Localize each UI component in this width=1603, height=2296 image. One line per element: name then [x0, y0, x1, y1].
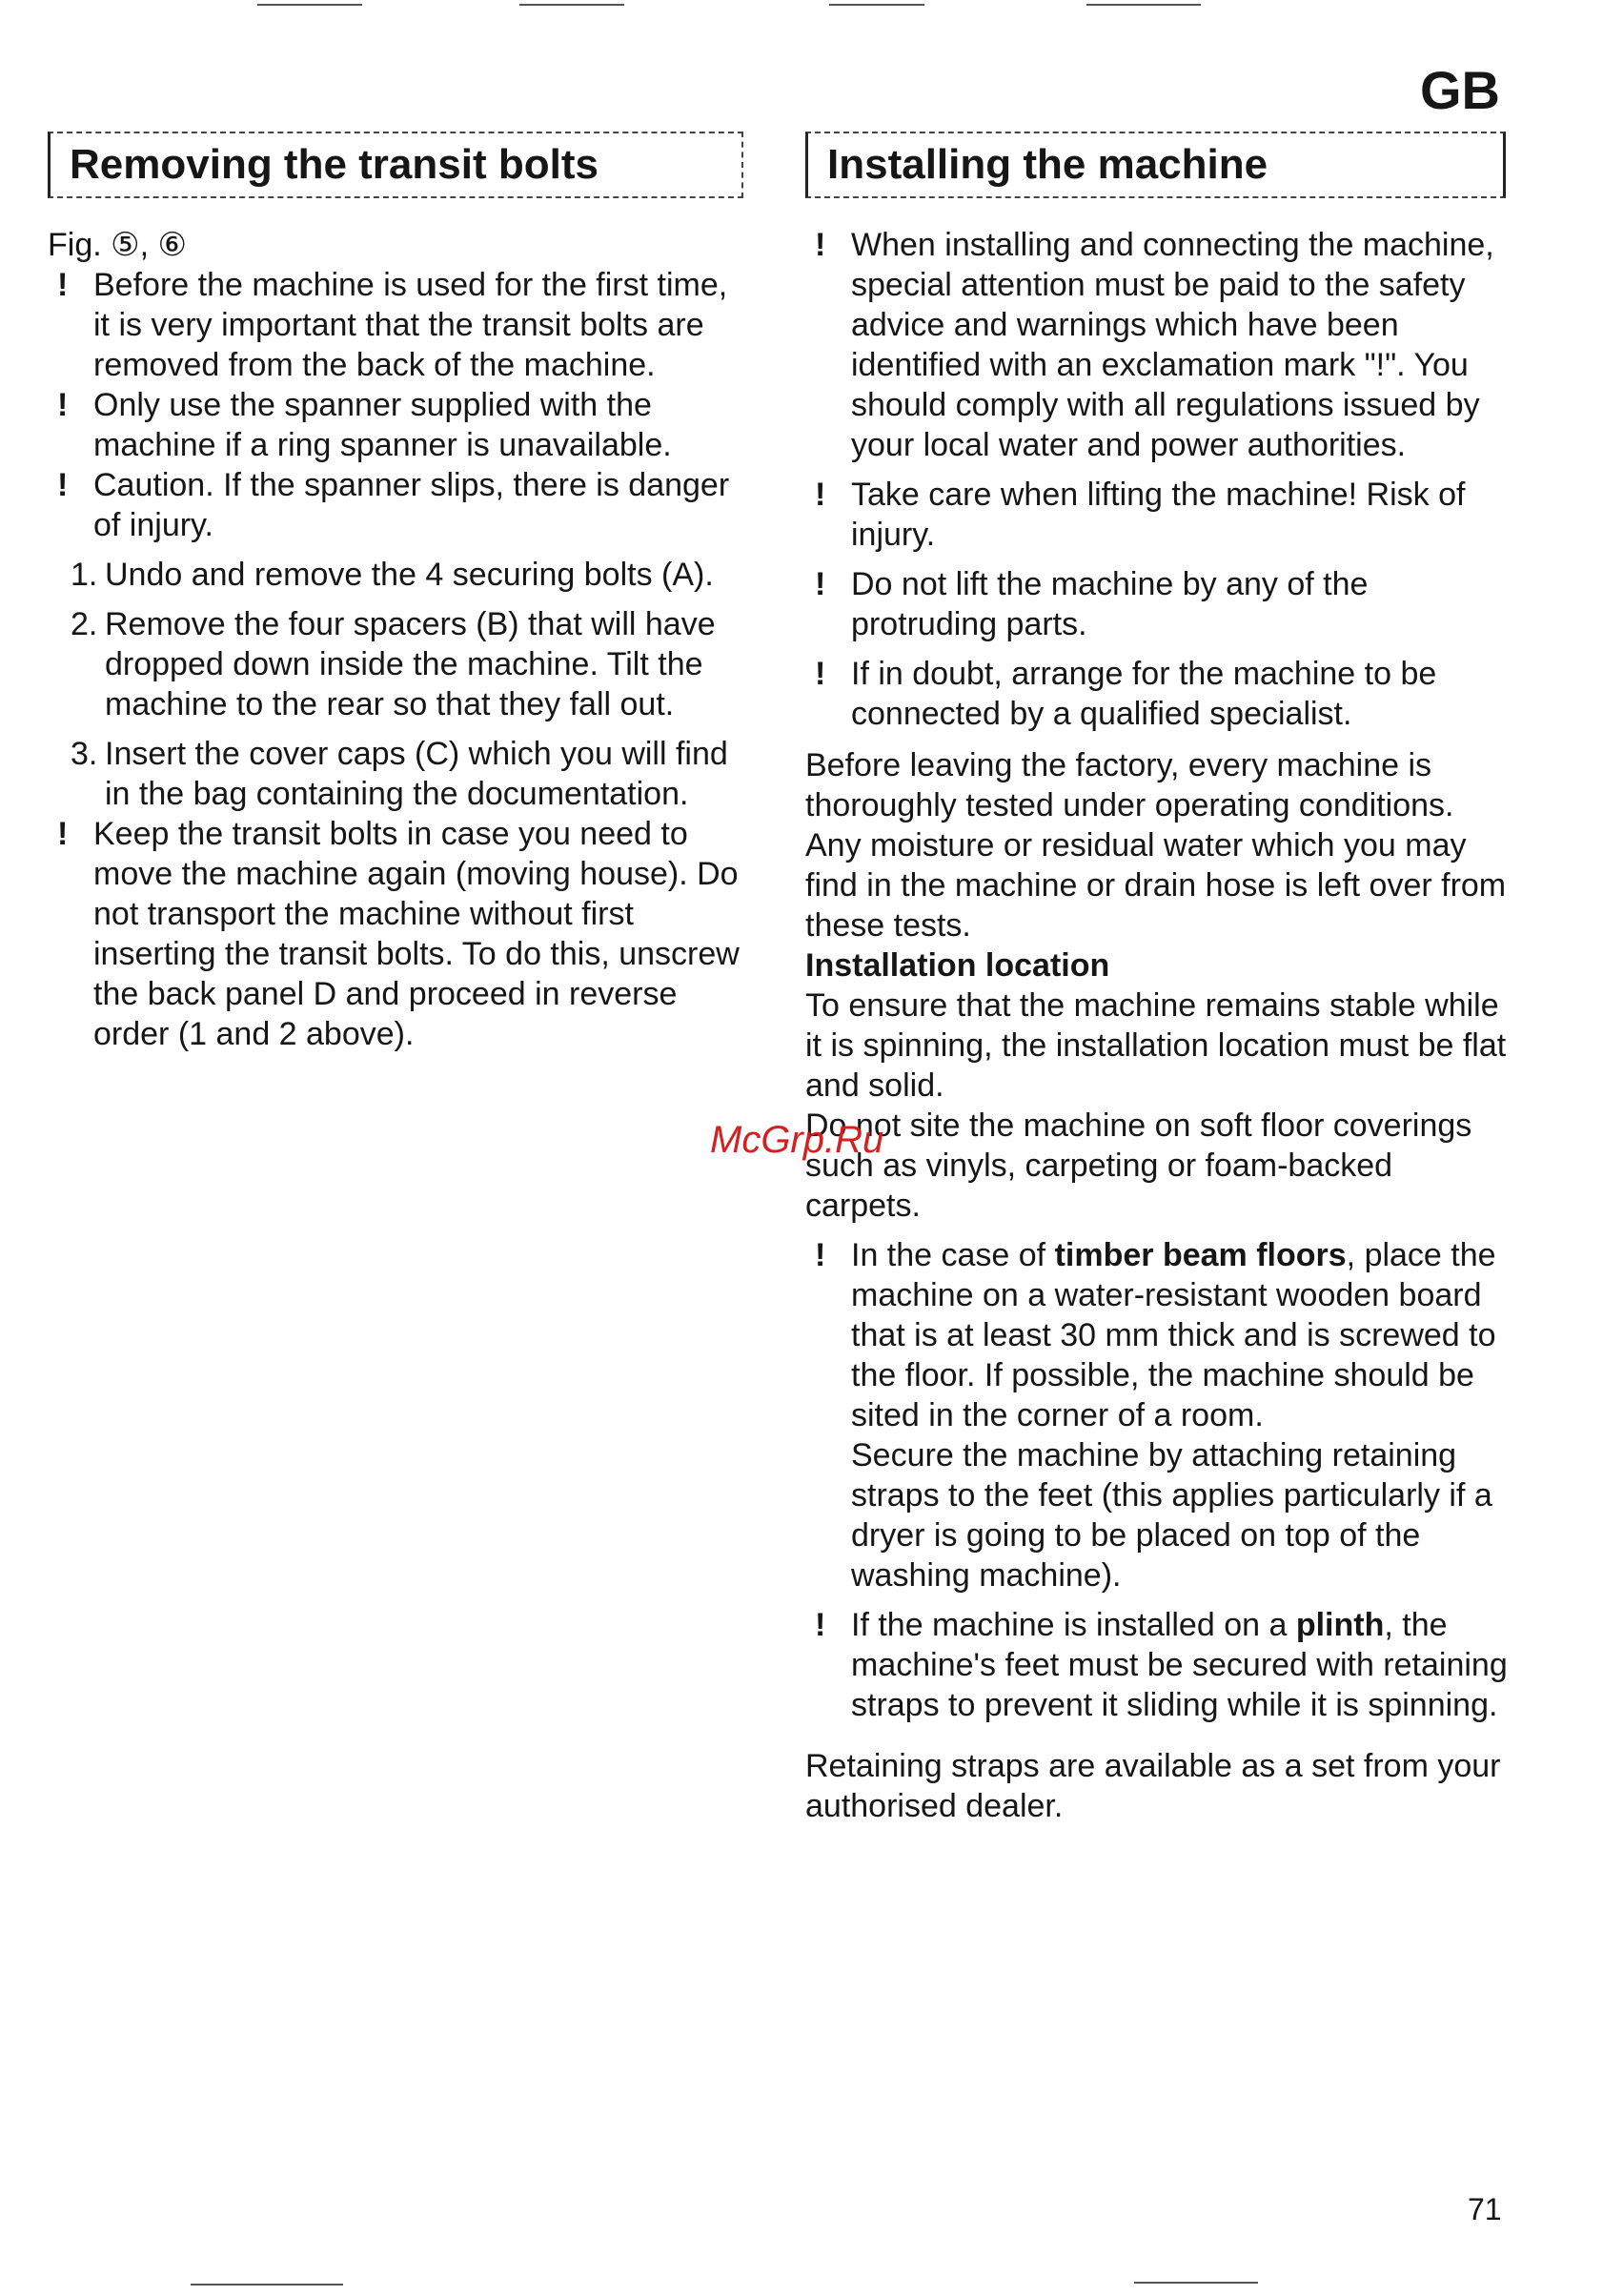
step-number: 1. [71, 557, 98, 593]
step-item [48, 555, 743, 595]
warning-item: ! Keep the transit bolts in case you need to move the machine again (moving house). Do not transport the machine without first inserting the transit bolts. To do this, unscrew the back panel D and proceed in reverse order (1 and 2 above). [48, 814, 743, 1054]
step-item [48, 734, 743, 814]
warning-item: ! Do not lift the machine by any of the protruding parts. [805, 564, 1511, 644]
section-title: Removing the transit bolts [70, 141, 599, 188]
page-number: 71 [1468, 2192, 1502, 2226]
step-text: Remove the four spacers (B) that will have dropped down inside the machine. Tilt the machine to the rear so that they fall out. [105, 606, 716, 722]
warning-item [805, 1605, 1511, 1725]
scan-rule [1086, 4, 1201, 6]
scan-rule [257, 4, 362, 6]
warning-item [805, 1235, 1511, 1595]
warning-item: ! If in doubt, arrange for the machine to be connected by a qualified specialist. [805, 654, 1511, 734]
emphasis: plinth [1295, 1607, 1385, 1643]
paragraph: Do not site the machine on soft floor coverings such as vinyls, carpeting or foam-backed carpets. [805, 1107, 1472, 1224]
warning-item: ! Only use the spanner supplied with the machine if a ring spanner is unavailable. [48, 385, 743, 465]
step-text: Undo and remove the 4 securing bolts (A). [105, 557, 714, 593]
watermark: McGrp.Ru [710, 1119, 884, 1161]
warning-text: , place the machine on a water-resistant wooden board that is at least 30 mm thick and is screwed to the floor. If possible, the machine should be sited in the corner of a room. [851, 1237, 1496, 1433]
scan-rule [1134, 2282, 1258, 2284]
warning-text: If the machine is installed on a [851, 1607, 1296, 1643]
step-number: 2. [71, 606, 98, 642]
section-title: Installing the machine [827, 141, 1268, 188]
scan-rule [829, 4, 924, 6]
step-item [48, 604, 743, 724]
section-heading-box [48, 132, 743, 198]
paragraph: Before leaving the factory, every machine is thoroughly tested under operating conditions. Any moisture or residual water which you may find in the machine or drain hose is left over from these tests. [805, 747, 1507, 944]
paragraph: To ensure that the machine remains stable while it is spinning, the installation location must be flat and solid. [805, 987, 1507, 1104]
scan-rule [191, 2284, 343, 2286]
warning-text: , the machine's feet must be secured with retaining straps to prevent it sliding while it is spinning. [851, 1607, 1508, 1723]
warning-item: ! Take care when lifting the machine! Risk of injury. [805, 475, 1511, 555]
emphasis: timber beam floors [1054, 1237, 1347, 1273]
paragraph: Retaining straps are available as a set from your authorised dealer. [805, 1748, 1501, 1824]
warning-item: ! When installing and connecting the machine, special attention must be paid to the safety advice and warnings which have been identified with an exclamation mark "!". You should comply with all regulations issued by your local water and power authorities. [805, 225, 1511, 465]
section-heading-box [805, 132, 1506, 198]
scan-rule [519, 4, 624, 6]
language-tag: GB [1420, 60, 1500, 120]
section-body [805, 225, 1511, 1826]
warning-item: ! Before the machine is used for the first time, it is very important that the transit bolts are removed from the back of the machine. [48, 265, 743, 385]
section-body [48, 225, 743, 1054]
warning-text: In the case of [851, 1237, 1055, 1273]
step-number: 3. [71, 736, 98, 772]
figure-reference: Fig. ⑤, ⑥ [48, 227, 187, 263]
warning-text: Secure the machine by attaching retaining straps to the feet (this applies particularly if a dryer is going to be placed on top of the washing machine). [851, 1437, 1492, 1594]
step-text: Insert the cover caps (C) which you will find in the bag containing the documentation. [105, 736, 728, 812]
subheading: Installation location [805, 947, 1110, 984]
warning-item: ! Caution. If the spanner slips, there is danger of injury. [48, 465, 743, 545]
